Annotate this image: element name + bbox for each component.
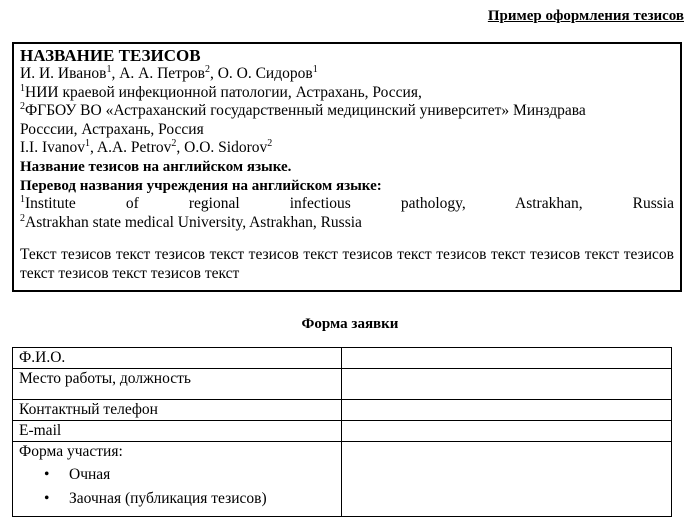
bullet-icon: • (44, 490, 50, 507)
form-title: Форма заявки (301, 316, 399, 332)
affiliation-en-2-sup: 2 (20, 212, 25, 224)
author-separator: , (90, 139, 97, 157)
affiliation-ru-2-line1: ФГБОУ ВО «Астраханский государственный медицинский университет» Минздрава (25, 102, 586, 120)
form-value-email[interactable] (342, 421, 672, 442)
form-label-email: E-mail (13, 421, 342, 442)
table-row (13, 442, 672, 517)
author-en-2-sup: 2 (171, 138, 177, 150)
form-label-phone: Контактный телефон (13, 400, 342, 421)
author-ru-3: О. О. Сидоров (217, 65, 313, 82)
list-item (19, 463, 335, 487)
form-value-name[interactable] (342, 348, 672, 369)
author-en-1-sup: 1 (85, 138, 90, 150)
affiliation-ru-1 (20, 84, 674, 103)
author-en-3-sup: 2 (267, 138, 273, 150)
affiliation-en-1-sup: 1 (20, 194, 25, 206)
affiliation-en-1 (20, 195, 674, 214)
title-en-label: Название тезисов на английском языке. (20, 158, 292, 175)
form-value-participation[interactable] (342, 442, 672, 517)
form-label-work: Место работы, должность (13, 369, 342, 400)
author-en-1: I.I. Ivanov (20, 139, 85, 157)
abstract-example-box (12, 42, 682, 292)
author-ru-2-sup: 2 (204, 64, 210, 75)
author-separator: , (176, 139, 185, 157)
affiliation-ru-2 (20, 102, 674, 121)
form-label-participation: Форма участия: (19, 443, 123, 460)
table-row (13, 400, 672, 421)
abstract-title: НАЗВАНИЕ ТЕЗИСОВ (20, 46, 201, 65)
form-cell-participation (13, 442, 342, 517)
table-row (13, 369, 672, 400)
table-row (13, 348, 672, 369)
list-item (19, 487, 335, 511)
authors-en-line (20, 139, 674, 158)
form-value-work[interactable] (342, 369, 672, 400)
author-en-3: O.O. Sidorov (184, 139, 268, 157)
affiliation-ru-1-text: НИИ краевой инфекционной патологии, Астрахань, Россия, (25, 83, 422, 101)
form-label-name: Ф.И.О. (13, 348, 342, 369)
application-form-table (12, 347, 672, 517)
affiliation-ru-2-line2: Росссии, Астрахань, Россия (20, 120, 204, 138)
affiliation-en-2-text: Astrakhan state medical University, Astrakhan, Russia (25, 213, 362, 231)
author-en-2: A.A. Petrov (96, 139, 172, 157)
author-separator: , (209, 65, 218, 82)
author-ru-1-sup: 1 (106, 64, 112, 75)
author-ru-1: И. И. Иванов (20, 65, 107, 82)
page-header-title: Пример оформления тезисов (487, 8, 684, 24)
institution-en-label: Перевод названия учреждения на английском языке: (20, 177, 382, 194)
abstract-body-text: Текст тезисов текст тезисов текст тезисов текст тезисов текст тезисов текст тезисов текст тезисов текст тезисов текст тезисов текст (20, 246, 674, 282)
authors-ru-line (20, 65, 674, 84)
form-value-phone[interactable] (342, 400, 672, 421)
affiliation-ru-2-sup: 2 (20, 101, 25, 113)
table-row (13, 421, 672, 442)
affiliation-en-2 (20, 214, 674, 233)
author-separator: , (111, 65, 120, 82)
author-ru-2: А. А. Петров (119, 65, 205, 82)
bullet-icon: • (44, 466, 50, 483)
affiliation-ru-1-sup: 1 (20, 82, 25, 94)
author-ru-3-sup: 1 (312, 64, 318, 75)
affiliation-en-1-text: Institute of regional infectious pathology, Astrakhan, Russia (25, 195, 674, 213)
option-remote: Заочная (публикация тезисов) (69, 490, 267, 507)
option-in-person: Очная (69, 466, 111, 483)
participation-options (19, 463, 335, 511)
